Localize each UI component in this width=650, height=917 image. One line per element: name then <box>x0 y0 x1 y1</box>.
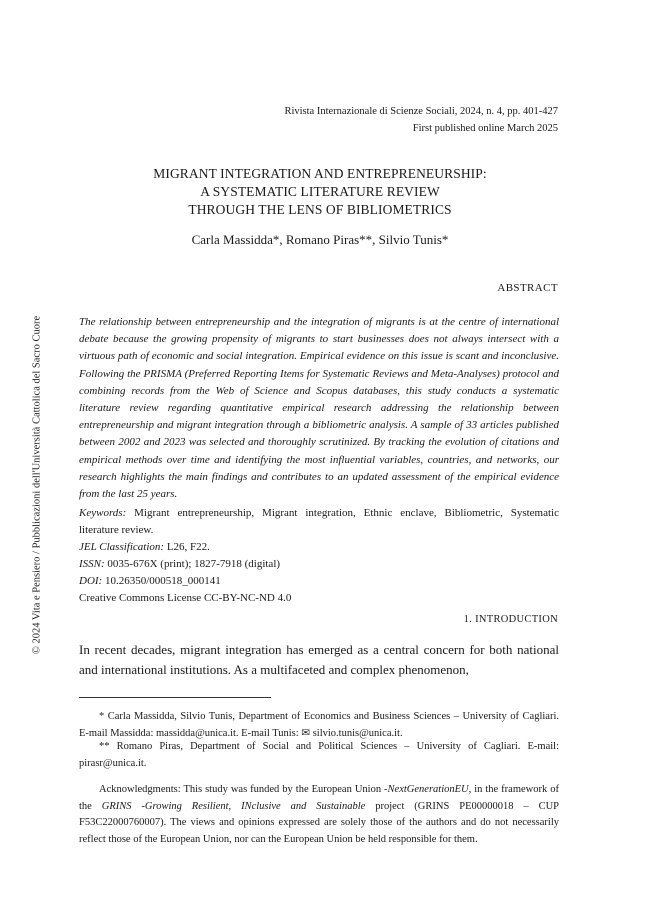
journal-citation: Rivista Internazionale di Scienze Sociali, 2024, n. 4, pp. 401-427 <box>284 106 558 117</box>
author-list: Carla Massidda*, Romano Piras**, Silvio Tunis* <box>191 232 449 247</box>
abstract-heading: ABSTRACT <box>497 282 558 294</box>
ack-text-a: Acknowledgments: This study was funded by the European Union - <box>99 784 388 795</box>
ack-text-c: , in the framework of the <box>79 784 559 812</box>
paper-title <box>80 165 560 218</box>
jel-label: JEL Classification: <box>79 541 165 554</box>
keywords-value: Migrant entrepreneurship, Migrant integration, Ethnic enclave, Bibliometric, Systematic literature review. <box>79 507 559 537</box>
issn-label: ISSN: <box>79 558 105 571</box>
acknowledgments <box>79 782 559 848</box>
introduction-text: In recent decades, migrant integration has emerged as a central concern for both national and international institutions. As a multifaceted and complex phenomenon, <box>79 642 559 678</box>
publication-date: First published online March 2025 <box>412 123 558 134</box>
doi-value[interactable]: 10.26350/000518_000141 <box>104 575 221 588</box>
keywords-line <box>79 505 559 539</box>
doi-label: DOI: <box>79 575 103 588</box>
ack-funder: NextGenerationEU <box>387 784 469 795</box>
title-line-3: THROUGH THE LENS OF BIBLIOMETRICS <box>188 201 452 217</box>
article-metadata <box>79 505 559 607</box>
issn-line <box>79 556 559 573</box>
doi-line <box>79 573 559 590</box>
jel-line <box>79 539 559 556</box>
footnote-affiliation-1: * Carla Massidda, Silvio Tunis, Department of Economics and Business Sciences – University of Cagliari. E-mail Massidda: massidda@unica.it. E-mail Tunis: ✉ silvio.tunis@unica.it. <box>79 711 559 739</box>
title-line-2: A SYSTEMATIC LITERATURE REVIEW <box>200 183 440 199</box>
keywords-label: Keywords: <box>79 507 127 519</box>
title-line-1: MIGRANT INTEGRATION AND ENTREPRENEURSHIP: <box>153 166 487 181</box>
jel-value: L26, F22. <box>166 541 210 554</box>
footnote-divider <box>79 697 271 698</box>
license-line: Creative Commons License CC-BY-NC-ND 4.0 <box>79 592 292 605</box>
ack-text-e: project (GRINS PE00000018 – CUP F53C22000760007). The views and opinions expressed are solely those of the authors and do not necessarily reflect those of the European Union, nor can the European Union be held responsible for them. <box>79 800 559 845</box>
section-heading: 1. INTRODUCTION <box>463 614 558 625</box>
copyright-side-note: © 2024 Vita e Pensiero / Pubblicazioni dell'Università Cattolica del Sacro Cuore <box>31 315 43 655</box>
ack-project: GRINS -Growing Resilient, INclusive and Sustainable <box>101 800 366 812</box>
abstract-text: The relationship between entrepreneurship and the integration of migrants is at the centre of international debate because the growing propensity of migrants to start businesses does not always intersect with a virtuous path of economic and social integration. Empirical evidence on this issue is scant and inconclusive. Following the PRISMA (Preferred Reporting Items for Systematic Reviews and Meta-Analyses) protocol and combining records from the Web of Science and Scopus databases, this study conducts a systematic literature review regarding quantitative empirical research addressing the relationship between entrepreneurship and migrant integration through a bibliometric analysis. A sample of 33 articles published between 2002 and 2023 was selected and thoroughly scrutinized. By tracking the evolution of citations and empirical methods over time and identifying the most influential variables, countries, and networks, our research highlights the main findings and contributes to an updated assessment of the empirical evidence from the last 25 years. <box>79 316 559 501</box>
footnote-affiliation-2: ** Romano Piras, Department of Social and Political Sciences – University of Cagliari. E-mail: pirasr@unica.it. <box>79 741 559 769</box>
issn-value: 0035-676X (print); 1827-7918 (digital) <box>107 558 281 571</box>
